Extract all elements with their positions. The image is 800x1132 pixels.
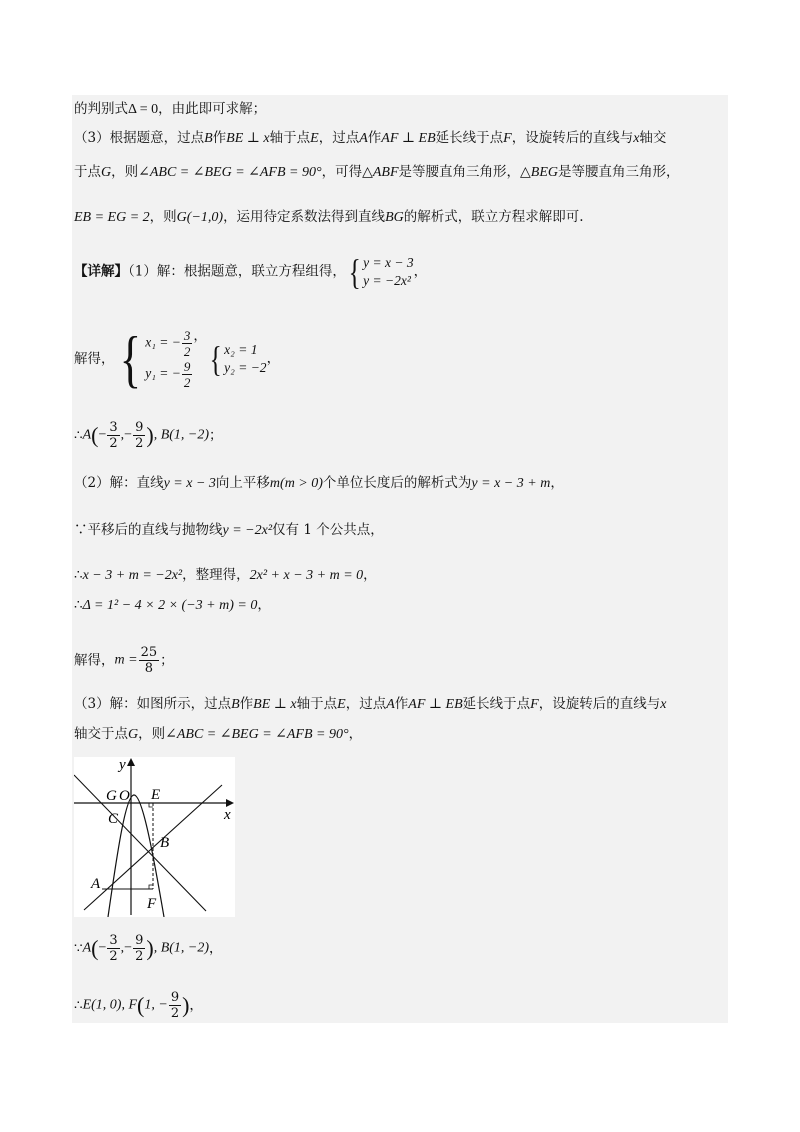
- text: 是等腰直角三角形，: [557, 164, 680, 180]
- math: G: [101, 165, 112, 180]
- denominator: 2: [135, 949, 144, 964]
- math: G: [128, 727, 139, 742]
- text: ；: [209, 427, 223, 444]
- math: G(−1,0): [176, 210, 224, 225]
- math: E(1, 0), F: [82, 997, 138, 1013]
- label-x: x: [224, 807, 231, 823]
- text: 于点: [74, 164, 101, 180]
- numerator: 9: [170, 990, 180, 1005]
- line-one-common-point: [74, 521, 384, 540]
- math: E: [310, 131, 319, 146]
- math: BE ⊥ x: [226, 131, 270, 146]
- therefore-symbol: ∴: [74, 997, 83, 1014]
- text: 解得，: [74, 351, 115, 367]
- minus: −: [98, 427, 107, 443]
- paren: (: [137, 992, 145, 1018]
- text: ，: [348, 726, 363, 742]
- math: m =: [114, 652, 138, 668]
- numerator: 9: [135, 933, 144, 948]
- text: （1）解：根据题意，联立方程组得，: [128, 263, 346, 280]
- text: ，: [266, 350, 281, 367]
- text: 解得，: [74, 652, 115, 669]
- math: , B(1, −2): [153, 427, 210, 443]
- math: x: [633, 131, 640, 146]
- comma: ,−: [120, 427, 133, 443]
- label-o: O: [119, 788, 130, 804]
- label-y: y: [119, 757, 126, 773]
- equation: y = −2x²: [363, 273, 411, 288]
- comma: ,−: [120, 940, 133, 956]
- text: ，过点: [318, 130, 360, 146]
- text: 个单位长度后的解析式为: [322, 475, 472, 491]
- text: ∵平移后的直线与抛物线: [74, 522, 223, 538]
- text: 仅有 1 个公共点，: [272, 522, 384, 538]
- text: ，: [550, 475, 564, 491]
- line-delta: [74, 596, 271, 615]
- geometry-figure: [74, 757, 235, 917]
- line-because-ab: [74, 933, 223, 964]
- denominator: 2: [109, 949, 118, 964]
- text: ，: [209, 940, 223, 957]
- line-detail-3: [74, 695, 666, 714]
- therefore-symbol: ∴: [74, 427, 83, 444]
- text: 是等腰直角三角形，: [398, 164, 520, 180]
- text: ，则: [138, 726, 166, 742]
- math: m(m > 0): [269, 476, 323, 491]
- text: 轴交: [639, 130, 667, 146]
- text: ，整理得，: [182, 567, 250, 583]
- math: B: [204, 131, 213, 146]
- label-c: C: [108, 811, 119, 827]
- math: AF ⊥ EB: [381, 131, 436, 146]
- text: 的判别式: [74, 101, 128, 117]
- math: ∠ABC = ∠BEG = ∠AFB = 90°: [165, 727, 349, 742]
- therefore-symbol: ∴: [74, 597, 83, 613]
- detail-heading: 【详解】: [74, 263, 128, 280]
- text: 延长线于点: [435, 130, 504, 146]
- text: （2）解：直线: [74, 475, 164, 491]
- paren: (: [91, 422, 99, 448]
- text: 延长线于点: [462, 696, 531, 712]
- denominator: 8: [144, 661, 153, 676]
- text: （3）根据题意，过点: [74, 130, 205, 146]
- line-rearrange: [74, 566, 377, 585]
- text: ，设旋转后的直线与: [511, 130, 634, 146]
- text: 作: [239, 696, 254, 712]
- numerator: 3: [109, 420, 118, 435]
- math: x₂ = 1: [224, 342, 258, 357]
- equation-system: [363, 254, 413, 290]
- text: ，由此即可求解；: [158, 101, 267, 117]
- line-detail-1: [74, 254, 427, 290]
- math: BE ⊥ x: [253, 697, 297, 712]
- math: △ABF: [362, 165, 399, 180]
- text: 作: [394, 696, 409, 712]
- label-f: F: [147, 896, 157, 912]
- text: 向上平移: [215, 475, 270, 491]
- numerator: 3: [183, 328, 191, 343]
- text: 作: [367, 130, 382, 146]
- paren: ): [146, 935, 154, 961]
- text: ；: [160, 652, 174, 669]
- text: 轴于点: [269, 130, 311, 146]
- math: △BEG: [520, 165, 558, 180]
- line-angles-2: [74, 725, 362, 744]
- brace: {: [209, 339, 222, 379]
- denominator: 2: [135, 436, 144, 451]
- math: y = x − 3: [163, 476, 216, 491]
- math: y₁ = −: [145, 365, 181, 381]
- figure-background: [74, 757, 235, 917]
- numerator: 9: [183, 359, 191, 374]
- numerator: 9: [135, 420, 144, 435]
- text: ，过点: [345, 696, 387, 712]
- brace: {: [348, 252, 361, 292]
- numerator: 25: [140, 645, 158, 660]
- math: B: [231, 697, 240, 712]
- label-g: G: [106, 788, 117, 804]
- because-symbol: ∵: [74, 940, 83, 957]
- text: ，: [413, 263, 428, 280]
- minus: −: [98, 940, 107, 956]
- math: F: [530, 697, 539, 712]
- math: AF ⊥ EB: [408, 697, 463, 712]
- denominator: 2: [183, 344, 191, 359]
- text: 的解析式，联立方程求解即可.: [403, 209, 584, 225]
- numerator: 3: [109, 933, 118, 948]
- line-discriminant: [74, 100, 266, 119]
- math: 2x² + x − 3 + m = 0: [249, 568, 364, 583]
- line-points-ef: [74, 990, 203, 1021]
- math: , B(1, −2): [153, 940, 210, 956]
- math: A: [82, 940, 92, 956]
- denominator: 2: [109, 436, 118, 451]
- math: x − 3 + m = −2x²: [82, 568, 183, 583]
- text: ，运用待定系数法得到直线: [223, 209, 386, 225]
- text: ，可得: [321, 164, 363, 180]
- math: x: [660, 697, 667, 712]
- math: BG: [385, 210, 404, 225]
- label-b: B: [160, 835, 170, 851]
- figure-svg: [74, 757, 235, 917]
- math-delta-zero: Δ = 0: [128, 102, 159, 117]
- solution-1: [145, 328, 193, 390]
- math: y₂ = −2: [224, 360, 267, 375]
- line-points-ab: [74, 420, 223, 451]
- line-solution-1: [74, 323, 281, 394]
- math: y = −2x²: [222, 523, 273, 538]
- math: A: [359, 131, 368, 146]
- line-angles: [74, 163, 679, 182]
- math: EB = EG = 2: [74, 210, 150, 225]
- denominator: 2: [183, 375, 191, 390]
- label-a: A: [91, 876, 101, 892]
- therefore-symbol: ∴: [74, 567, 83, 583]
- equation: y = x − 3: [363, 255, 414, 270]
- math: A: [82, 427, 92, 443]
- paren: ): [146, 422, 154, 448]
- math: x₁ = −: [145, 334, 181, 350]
- denominator: 2: [170, 1006, 180, 1021]
- paren: ): [182, 992, 190, 1018]
- text: ，: [189, 997, 203, 1014]
- text: （3）解：如图所示，过点: [74, 696, 232, 712]
- math: F: [503, 131, 512, 146]
- math: Δ = 1² − 4 × 2 × (−3 + m) = 0: [82, 598, 258, 613]
- text: 轴于点: [296, 696, 338, 712]
- line-detail-2: [74, 474, 564, 493]
- math: A: [386, 697, 395, 712]
- paren: (: [91, 935, 99, 961]
- text: ，则: [149, 209, 177, 225]
- line-analysis-3: [74, 129, 666, 148]
- text: ，设旋转后的直线与: [538, 696, 661, 712]
- label-e: E: [151, 787, 161, 803]
- text: ，则: [111, 164, 139, 180]
- math: y = x − 3 + m: [471, 476, 551, 491]
- text: 作: [212, 130, 227, 146]
- solution-2: [224, 341, 266, 377]
- text: ，: [257, 597, 271, 613]
- text: 轴交于点: [74, 726, 128, 742]
- line-eb-eg: [74, 208, 584, 227]
- math: 1, −: [144, 997, 168, 1013]
- line-m-value: [74, 645, 174, 676]
- text: ，: [363, 567, 377, 583]
- math: ∠ABC = ∠BEG = ∠AFB = 90°: [138, 165, 322, 180]
- text: ，: [193, 328, 207, 344]
- brace: {: [119, 323, 141, 394]
- math: E: [337, 697, 346, 712]
